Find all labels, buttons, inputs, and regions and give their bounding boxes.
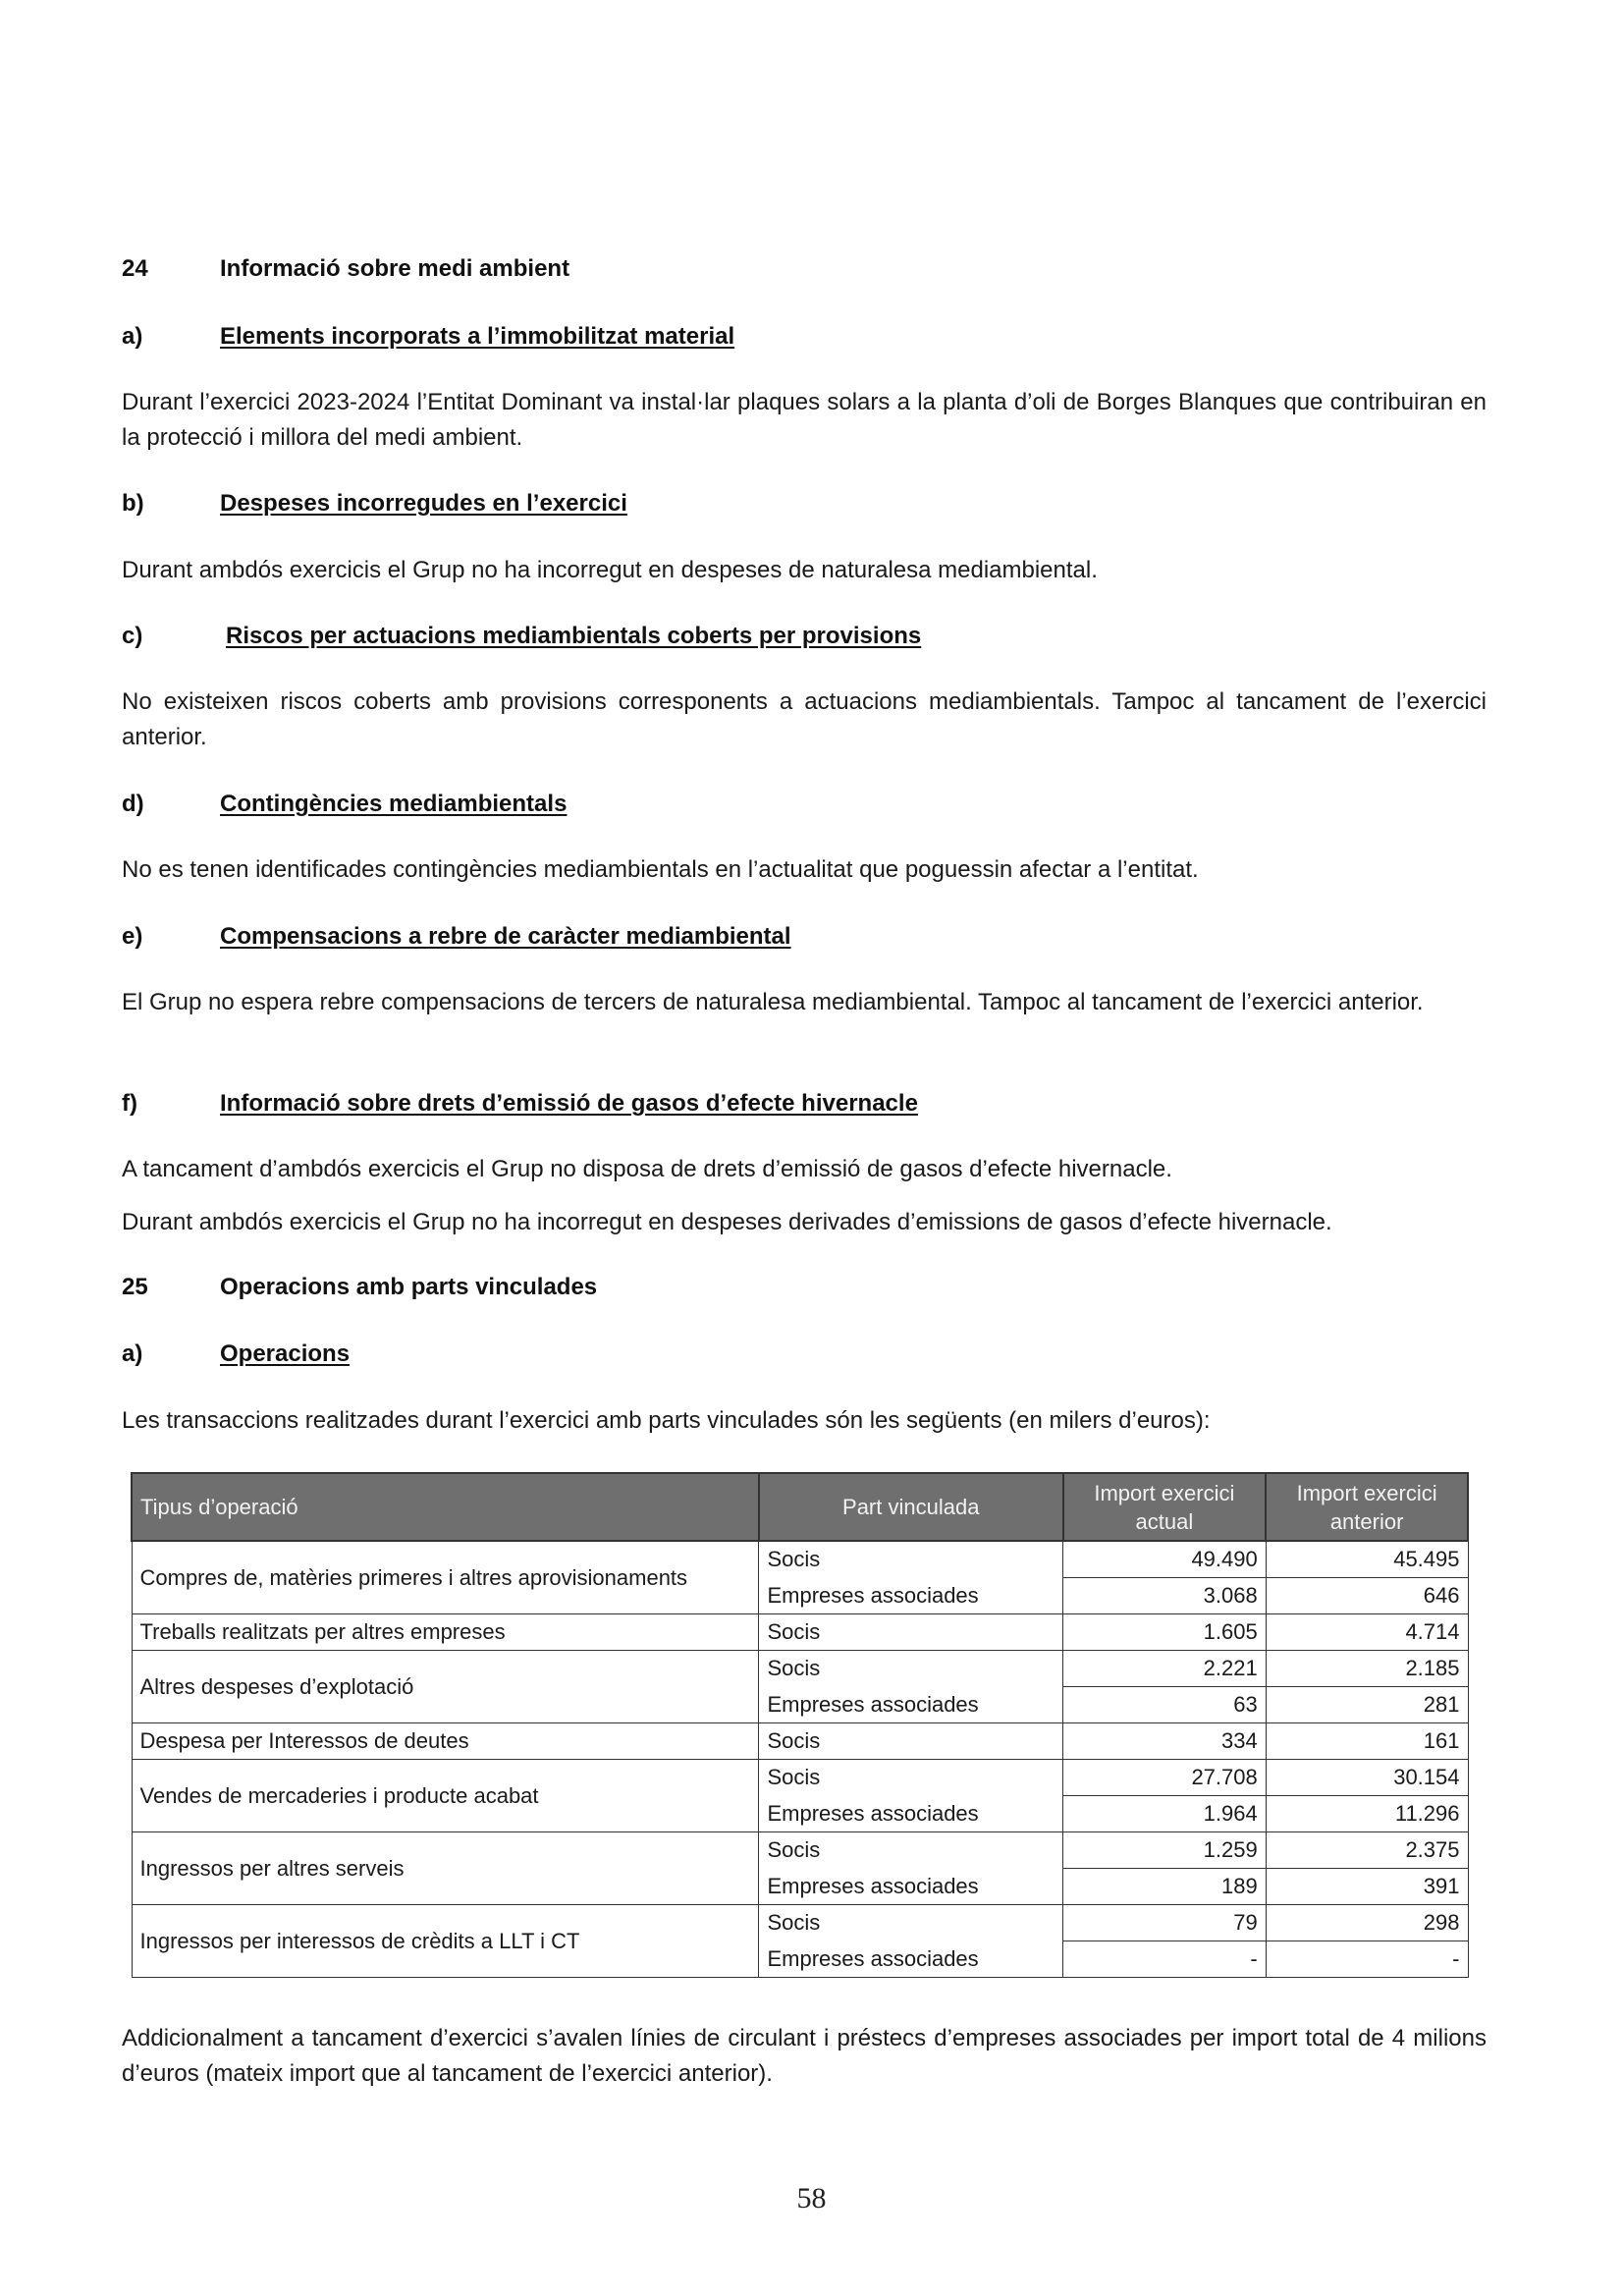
operation-type-cell: Altres despeses d’explotació bbox=[132, 1651, 759, 1723]
header-current-year bbox=[1063, 1473, 1267, 1541]
subsection-b-text: Durant ambdós exercicis el Grup no ha incorregut en despeses de naturalesa mediambiental. bbox=[122, 557, 1098, 583]
subsection-title: Informació sobre drets d’emissió de gasos d’efecte hivernacle bbox=[220, 1090, 918, 1117]
subsection-title: Contingències mediambientals bbox=[220, 791, 568, 817]
previous-amount-cell: 391 bbox=[1266, 1869, 1468, 1905]
current-amount-cell: 27.708 bbox=[1063, 1760, 1267, 1796]
page-number: 58 bbox=[796, 2182, 827, 2214]
current-amount-cell: 2.221 bbox=[1063, 1651, 1267, 1687]
operation-type-cell: Vendes de mercaderies i producte acabat bbox=[132, 1760, 759, 1832]
party-cell: Socis bbox=[759, 1760, 1063, 1796]
table-header-row bbox=[132, 1473, 1468, 1541]
header-previous-year bbox=[1266, 1473, 1468, 1541]
previous-amount-cell: 161 bbox=[1266, 1723, 1468, 1760]
operation-type-cell: Ingressos per interessos de crèdits a LLT i CT bbox=[132, 1905, 759, 1978]
operation-type-cell: Compres de, matèries primeres i altres aprovisionaments bbox=[132, 1541, 759, 1614]
party-cell: Empreses associades bbox=[759, 1869, 1063, 1905]
header-current-line-2: actual bbox=[1135, 1508, 1194, 1534]
header-current-line-1: Import exercici bbox=[1094, 1480, 1235, 1505]
section-number: 25 bbox=[122, 1274, 148, 1300]
subsection-letter: c) bbox=[122, 623, 143, 649]
section-number: 24 bbox=[122, 255, 148, 282]
current-amount-cell: 334 bbox=[1063, 1723, 1267, 1760]
current-amount-cell: 49.490 bbox=[1063, 1541, 1267, 1578]
subsection-title: Compensacions a rebre de caràcter mediambiental bbox=[220, 923, 791, 950]
subsection-f-text-1: A tancament d’ambdós exercicis el Grup no disposa de drets d’emissió de gasos d’efecte hivernacle. bbox=[122, 1156, 1172, 1182]
table-row bbox=[132, 1832, 1468, 1869]
party-cell: Empreses associades bbox=[759, 1941, 1063, 1978]
closing-paragraph: Addicionalment a tancament d’exercici s’avalen línies de circulant i préstecs d’empreses associades per import total de 4 milions d’euros (mateix import que al tancament de l’exercici anterior). bbox=[122, 2025, 1487, 2087]
subsection-letter: b) bbox=[122, 490, 144, 517]
previous-amount-cell: 30.154 bbox=[1266, 1760, 1468, 1796]
previous-amount-cell: 4.714 bbox=[1266, 1614, 1468, 1651]
current-amount-cell: 79 bbox=[1063, 1905, 1267, 1941]
table-row bbox=[132, 1905, 1468, 1941]
subsection-letter: a) bbox=[122, 1340, 143, 1367]
party-cell: Empreses associades bbox=[759, 1687, 1063, 1723]
subsection-e-text: El Grup no espera rebre compensacions de tercers de naturalesa mediambiental. Tampoc al tancament de l’exercici anterior. bbox=[122, 989, 1424, 1015]
previous-amount-cell: 2.375 bbox=[1266, 1832, 1468, 1869]
party-cell: Empreses associades bbox=[759, 1578, 1063, 1614]
previous-amount-cell: - bbox=[1266, 1941, 1468, 1978]
subsection-title: Riscos per actuacions mediambientals coberts per provisions bbox=[226, 623, 922, 649]
table-row bbox=[132, 1651, 1468, 1687]
subsection-title: Despeses incorregudes en l’exercici bbox=[220, 490, 627, 517]
operation-type-cell: Ingressos per altres serveis bbox=[132, 1832, 759, 1905]
previous-amount-cell: 45.495 bbox=[1266, 1541, 1468, 1578]
related-party-transactions-table bbox=[131, 1472, 1469, 1978]
current-amount-cell: 1.964 bbox=[1063, 1796, 1267, 1832]
party-cell: Empreses associades bbox=[759, 1796, 1063, 1832]
subsection-letter: e) bbox=[122, 923, 143, 950]
subsection-a-text: Durant l’exercici 2023-2024 l’Entitat Dominant va instal·lar plaques solars a la planta d’oli de Borges Blanques que contribuiran en la protecció i millora del medi ambient. bbox=[122, 389, 1487, 451]
party-cell: Socis bbox=[759, 1651, 1063, 1687]
current-amount-cell: 63 bbox=[1063, 1687, 1267, 1723]
header-related-party: Part vinculada bbox=[759, 1473, 1063, 1541]
current-amount-cell: 189 bbox=[1063, 1869, 1267, 1905]
table-row bbox=[132, 1614, 1468, 1651]
subsection-25a-text: Les transaccions realitzades durant l’exercici amb parts vinculades són les següents (en milers d’euros): bbox=[122, 1407, 1211, 1434]
table-row bbox=[132, 1760, 1468, 1796]
header-previous-line-1: Import exercici bbox=[1296, 1480, 1437, 1505]
party-cell: Socis bbox=[759, 1832, 1063, 1869]
subsection-title: Elements incorporats a l’immobilitzat material bbox=[220, 323, 735, 350]
party-cell: Socis bbox=[759, 1614, 1063, 1651]
previous-amount-cell: 11.296 bbox=[1266, 1796, 1468, 1832]
subsection-title: Operacions bbox=[220, 1340, 351, 1367]
table-row bbox=[132, 1723, 1468, 1760]
previous-amount-cell: 281 bbox=[1266, 1687, 1468, 1723]
subsection-letter: f) bbox=[122, 1090, 137, 1117]
header-operation-type: Tipus d’operació bbox=[132, 1473, 759, 1541]
section-title: Informació sobre medi ambient bbox=[220, 255, 570, 282]
subsection-letter: d) bbox=[122, 791, 144, 817]
current-amount-cell: 1.605 bbox=[1063, 1614, 1267, 1651]
previous-amount-cell: 646 bbox=[1266, 1578, 1468, 1614]
subsection-letter: a) bbox=[122, 323, 143, 350]
current-amount-cell: 3.068 bbox=[1063, 1578, 1267, 1614]
subsection-d-text: No es tenen identificades contingències mediambientals en l’actualitat que poguessin afectar a l’entitat. bbox=[122, 856, 1199, 883]
current-amount-cell: - bbox=[1063, 1941, 1267, 1978]
operation-type-cell: Treballs realitzats per altres empreses bbox=[132, 1614, 759, 1651]
current-amount-cell: 1.259 bbox=[1063, 1832, 1267, 1869]
operation-type-cell: Despesa per Interessos de deutes bbox=[132, 1723, 759, 1760]
party-cell: Socis bbox=[759, 1723, 1063, 1760]
previous-amount-cell: 2.185 bbox=[1266, 1651, 1468, 1687]
party-cell: Socis bbox=[759, 1905, 1063, 1941]
subsection-f-text-2: Durant ambdós exercicis el Grup no ha incorregut en despeses derivades d’emissions de gasos d’efecte hivernacle. bbox=[122, 1209, 1332, 1235]
subsection-c-text: No existeixen riscos coberts amb provisions corresponents a actuacions mediambientals. Tampoc al tancament de l’exercici anterior. bbox=[122, 688, 1487, 750]
previous-amount-cell: 298 bbox=[1266, 1905, 1468, 1941]
section-title: Operacions amb parts vinculades bbox=[220, 1274, 598, 1300]
header-previous-line-2: anterior bbox=[1329, 1508, 1404, 1534]
party-cell: Socis bbox=[759, 1541, 1063, 1578]
table-row bbox=[132, 1541, 1468, 1578]
